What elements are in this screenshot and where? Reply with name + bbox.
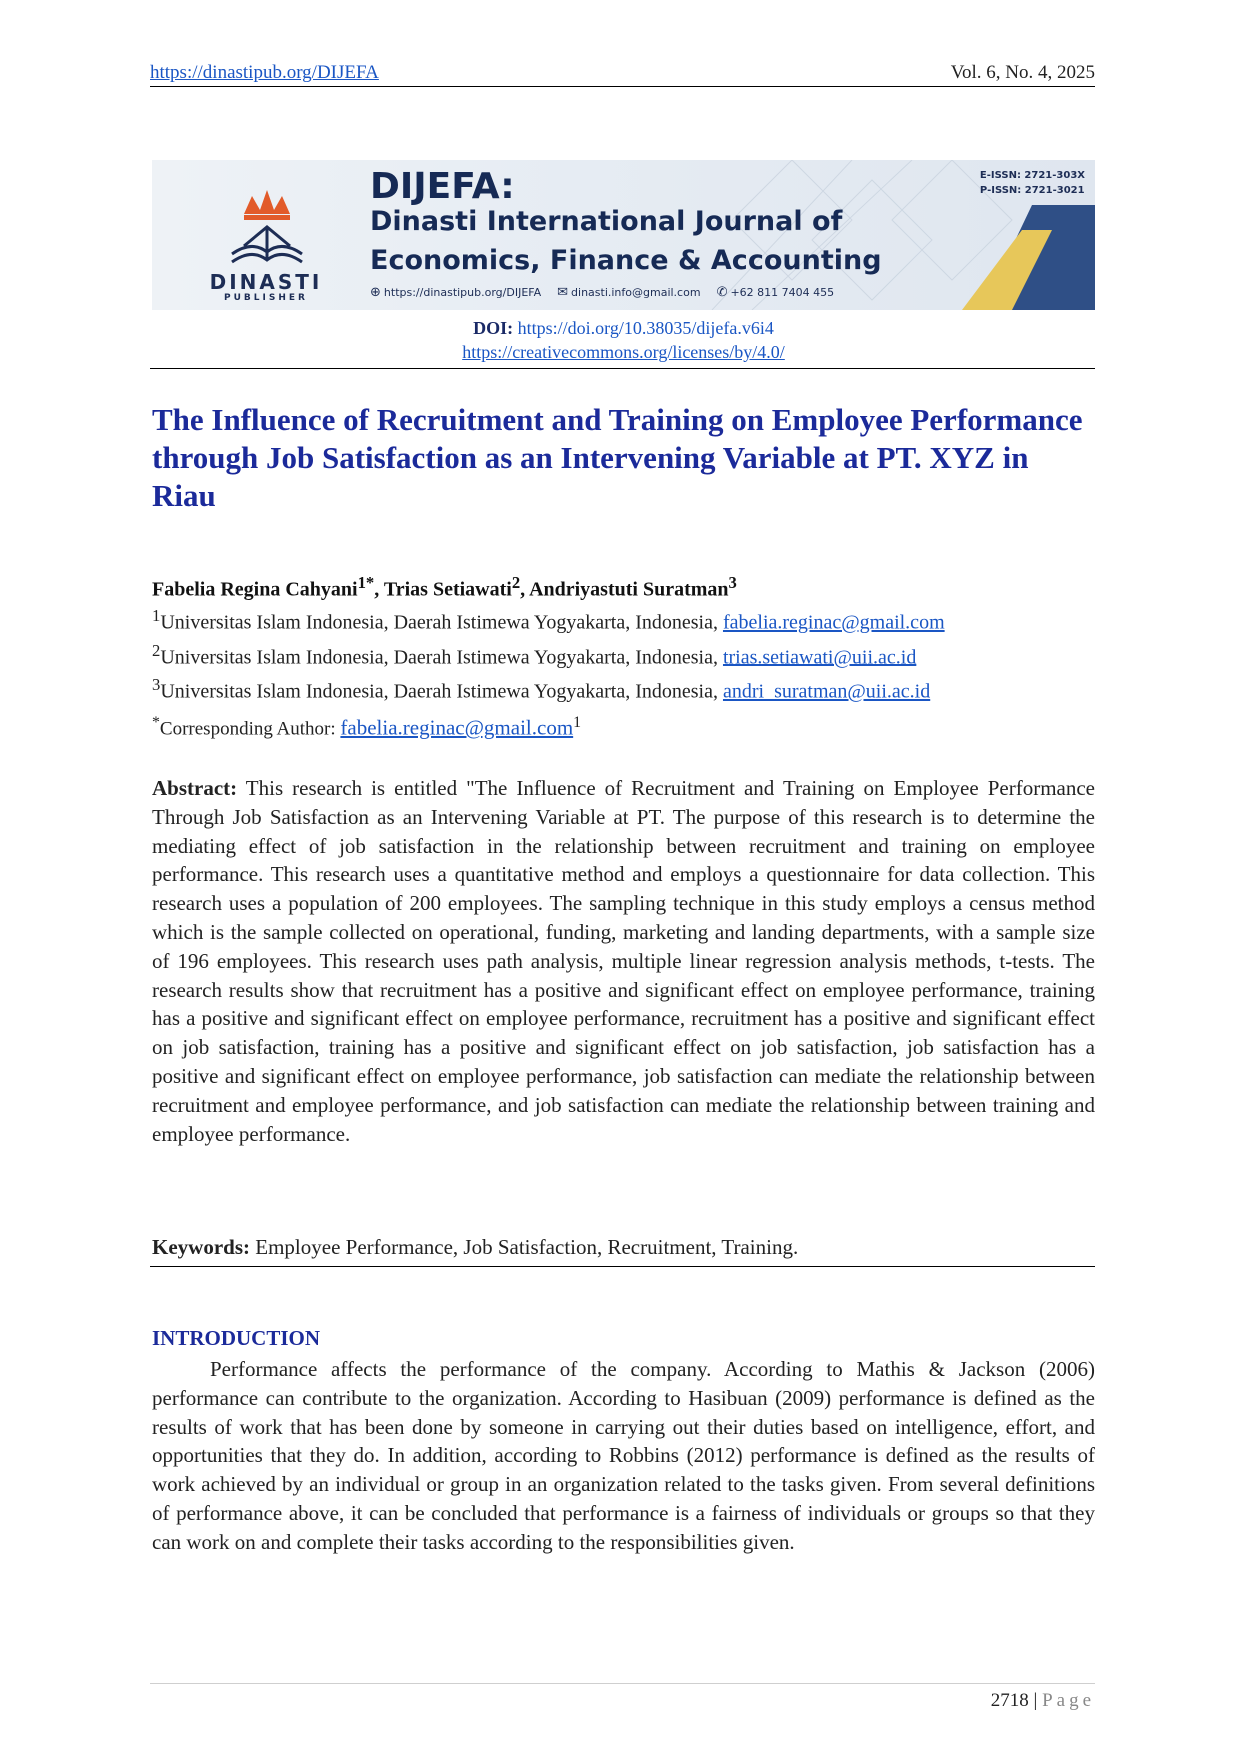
email-link[interactable]: trias.setiawati@uii.ac.id	[722, 646, 917, 669]
issn-block	[980, 168, 1085, 198]
paper-title: The Influence of Recruitment and Training on Employee Performance through Job Satisfaction as an Intervening Variable at PT. XYZ in Riau	[152, 402, 1083, 513]
email-link[interactable]: andri_suratman@uii.ac.id	[722, 680, 931, 703]
crown-book-icon	[182, 182, 352, 272]
divider	[150, 368, 1095, 369]
eissn: E-ISSN: 2721-303X	[979, 170, 1085, 181]
phone-icon: ✆	[716, 285, 728, 300]
introduction-paragraph: Performance affects the performance of the company. According to Mathis & Jackson (2006) performance can contribute to the organization. According to Hasibuan (2009) performance is defined as the results of work that has been done by someone in carrying out their duties based on intelligence, effort, and opportunities that they do. In addition, according to Robbins (2012) performance is defined as the results of work achieved by an individual or group in an organization related to the tasks given. From several definitions of performance above, it can be concluded that performance is a fairness of individuals or groups so that they can work on and complete their tasks according to the responsibilities given.	[152, 1357, 1095, 1554]
author-list: Fabelia Regina Cahyani$^{1*}$, Trias Setiawati$^2$, Andriyastuti Suratman$^3$	[152, 573, 737, 601]
email-link[interactable]: fabelia.reginac@gmail.com	[722, 611, 945, 634]
globe-icon: ⊕	[370, 285, 381, 300]
banner-phone: ✆ +62 811 7404 455	[716, 285, 835, 300]
banner-contacts	[370, 285, 834, 300]
author-name: Andriyastuti Suratman	[529, 578, 729, 601]
journal-name-line2: Economics, Finance & Accounting	[370, 245, 882, 276]
doi-link[interactable]: https://doi.org/10.38035/dijefa.v6i4	[517, 318, 774, 338]
doi-label: DOI:	[473, 318, 514, 338]
journal-acronym: DIJEFA:	[370, 166, 515, 207]
keywords	[152, 1235, 798, 1260]
page-footer: 2718 | Page	[990, 1690, 1095, 1711]
divider	[150, 1266, 1095, 1267]
journal-name-line1: Dinasti International Journal of	[370, 206, 843, 237]
affiliations	[152, 602, 945, 706]
author-sup: 1*	[357, 573, 375, 592]
author-sup: 2	[511, 573, 521, 592]
section-heading: INTRODUCTION	[152, 1326, 321, 1350]
abstract-label: Abstract:	[152, 776, 238, 800]
keywords-label: Keywords:	[152, 1235, 250, 1259]
doi-block	[152, 316, 1095, 364]
keywords-text: Employee Performance, Job Satisfaction, Recruitment, Training.	[255, 1235, 799, 1259]
abstract-text: This research is entitled "The Influence of Recruitment and Training on Employee Performance Through Job Satisfaction as an Intervening Variable at PT. The purpose of this research is to determine the mediating effect of job satisfaction in the relationship between recruitment and training on employee performance. This research uses a quantitative method and employs a questionnaire for data collection. This research uses a population of 200 employees. The sampling technique in this study employs a census method which is the sample collected on operational, funding, marketing and landing departments, with a sample size of 196 employees. This research uses path analysis, multiple linear regression analysis methods, t-tests. The research results show that recruitment has a positive and significant effect on employee performance, training has a positive and significant effect on employee performance, recruitment has a positive and significant effect on job satisfaction, training has a positive and significant effect on job satisfaction, job satisfaction has a positive and significant effect on employee performance, job satisfaction can mediate the relationship between recruitment and employee performance, and job satisfaction can mediate the relationship between training and employee performance.	[152, 776, 1095, 1146]
affiliation: $^3$Universitas Islam Indonesia, Daerah Istimewa Yogyakarta, Indonesia, andri_suratman@uii.ac.id	[152, 675, 931, 703]
license-link[interactable]: https://creativecommons.org/licenses/by/4.0/	[462, 342, 785, 362]
volume-info: Vol. 6, No. 4, 2025	[950, 62, 1095, 83]
abstract	[152, 774, 1095, 1148]
mail-icon: ✉	[557, 285, 569, 300]
pissn: P-ISSN: 2721-3021	[979, 185, 1085, 196]
page-number: 2718	[990, 1690, 1029, 1711]
page-label: Page	[1042, 1690, 1095, 1711]
banner-email: ✉ dinasti.info@gmail.com	[557, 285, 701, 300]
affiliation: $^2$Universitas Islam Indonesia, Daerah Istimewa Yogyakarta, Indonesia, trias.setiawati@uii.ac.id	[152, 640, 917, 669]
journal-url-link[interactable]: https://dinastipub.org/DIJEFA	[150, 62, 379, 83]
affiliation: $^1$Universitas Islam Indonesia, Daerah Istimewa Yogyakarta, Indonesia, fabelia.reginac@gmail.com	[152, 606, 945, 634]
author-name: Fabelia Regina Cahyani	[152, 578, 358, 601]
author-sup: 3	[728, 573, 737, 592]
corresponding-author: *Corresponding Author: fabelia.reginac@gmail.com$^1$	[152, 714, 582, 740]
publisher-sub: PUBLISHER	[224, 293, 308, 303]
banner-website: ⊕ https://dinastipub.org/DIJEFA	[370, 285, 542, 300]
footer-divider	[150, 1683, 1095, 1684]
corresponding-email-link[interactable]: fabelia.reginac@gmail.com	[340, 715, 574, 740]
journal-banner	[152, 160, 1095, 310]
publisher-name: DINASTI	[209, 270, 323, 294]
running-header	[150, 58, 1095, 87]
author-name: Trias Setiawati	[383, 578, 512, 601]
